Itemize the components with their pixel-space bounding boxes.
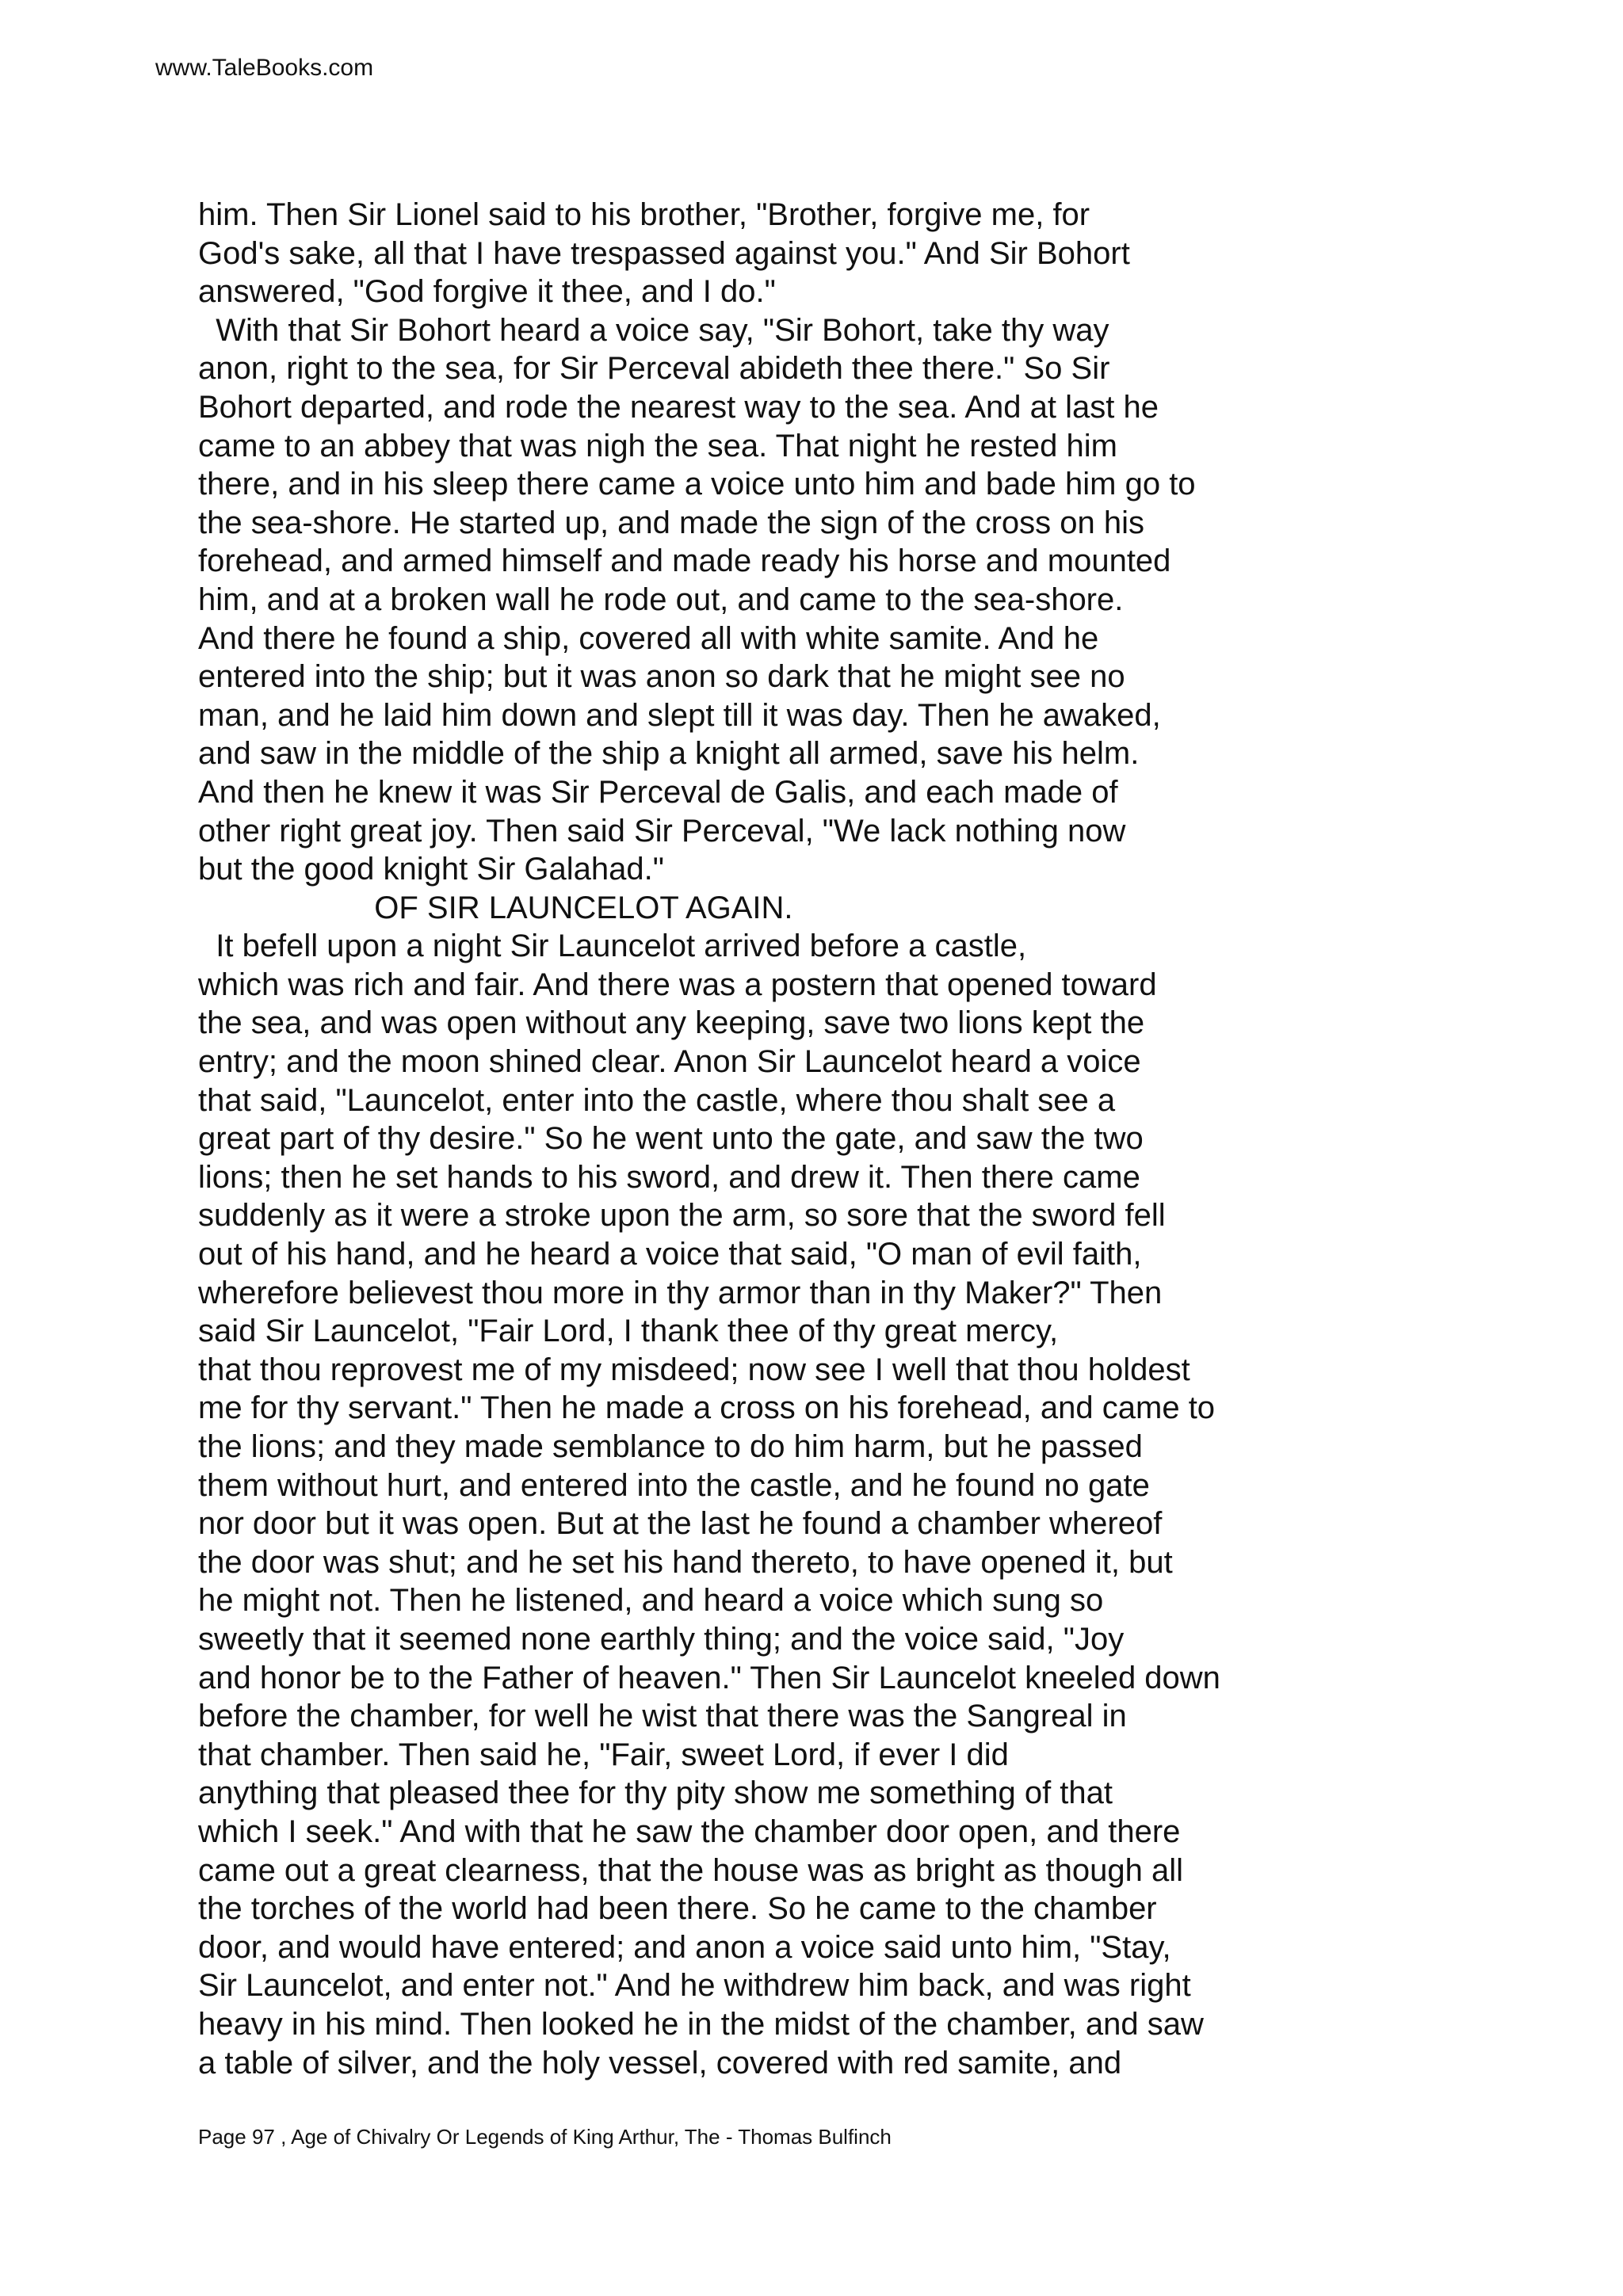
- text-line: suddenly as it were a stroke upon the arm, so sore that the sword fell: [198, 1198, 1166, 1234]
- text-line: heavy in his mind. Then looked he in the midst of the chamber, and saw: [198, 2006, 1204, 2042]
- text-line: God's sake, all that I have trespassed against you." And Sir Bohort: [198, 235, 1130, 271]
- text-line: And then he knew it was Sir Perceval de Galis, and each made of: [198, 774, 1118, 810]
- text-line: answered, "God forgive it thee, and I do.": [198, 274, 776, 310]
- text-line: which I seek." And with that he saw the chamber door open, and there: [198, 1814, 1181, 1849]
- text-line: forehead, and armed himself and made ready his horse and mounted: [198, 543, 1171, 579]
- text-line: but the good knight Sir Galahad.": [198, 852, 664, 887]
- text-line: and saw in the middle of the ship a knight all armed, save his helm.: [198, 736, 1140, 772]
- text-line: which was rich and fair. And there was a postern that opened toward: [198, 967, 1157, 1002]
- text-line: the torches of the world had been there. So he came to the chamber: [198, 1891, 1157, 1927]
- text-line: came out a great clearness, that the house was as bright as though all: [198, 1852, 1183, 1888]
- text-line: lions; then he set hands to his sword, and drew it. Then there came: [198, 1159, 1140, 1195]
- text-line: And there he found a ship, covered all with white samite. And he: [198, 620, 1099, 656]
- text-line: door, and would have entered; and anon a voice said unto him, "Stay,: [198, 1929, 1171, 1965]
- text-line: nor door but it was open. But at the last he found a chamber whereof: [198, 1506, 1163, 1542]
- page-footer: Page 97 , Age of Chivalry Or Legends of King Arthur, The - Thomas Bulfinch: [198, 2125, 892, 2149]
- text-line: me for thy servant." Then he made a cross on his forehead, and came to: [198, 1390, 1216, 1426]
- text-line: the sea-shore. He started up, and made the sign of the cross on his: [198, 505, 1145, 540]
- text-line: them without hurt, and entered into the castle, and he found no gate: [198, 1467, 1150, 1503]
- text-line: sweetly that it seemed none earthly thing; and the voice said, "Joy: [198, 1621, 1125, 1657]
- text-line: other right great joy. Then said Sir Perceval, "We lack nothing now: [198, 813, 1126, 849]
- text-line: the door was shut; and he set his hand thereto, to have opened it, but: [198, 1544, 1173, 1580]
- text-line: wherefore believest thou more in thy armor than in thy Maker?" Then: [198, 1275, 1163, 1310]
- text-line: man, and he laid him down and slept till it was day. Then he awaked,: [198, 697, 1161, 733]
- text-line: there, and in his sleep there came a voice unto him and bade him go to: [198, 467, 1196, 502]
- text-line: he might not. Then he listened, and heard a voice which sung so: [198, 1583, 1104, 1619]
- text-line: the lions; and they made semblance to do him harm, but he passed: [198, 1429, 1143, 1464]
- text-line: great part of thy desire." So he went unto the gate, and saw the two: [198, 1121, 1144, 1157]
- text-line: him, and at a broken wall he rode out, and came to the sea-shore.: [198, 582, 1124, 617]
- site-header: www.TaleBooks.com: [155, 55, 374, 81]
- page-body: [198, 196, 1545, 2082]
- text-line: Bohort departed, and rode the nearest way to the sea. And at last he: [198, 389, 1159, 425]
- text-line: out of his hand, and he heard a voice that said, "O man of evil faith,: [198, 1237, 1142, 1272]
- text-line: Sir Launcelot, and enter not." And he withdrew him back, and was right: [198, 1968, 1191, 2004]
- text-line: entry; and the moon shined clear. Anon Sir Launcelot heard a voice: [198, 1044, 1141, 1080]
- text-line: It befell upon a night Sir Launcelot arrived before a castle,: [198, 929, 1027, 964]
- section-heading: OF SIR LAUNCELOT AGAIN.: [198, 890, 793, 925]
- text-line: anything that pleased thee for thy pity show me something of that: [198, 1775, 1113, 1811]
- text-line: him. Then Sir Lionel said to his brother, "Brother, forgive me, for: [198, 197, 1090, 232]
- text-line: and honor be to the Father of heaven." Then Sir Launcelot kneeled down: [198, 1660, 1220, 1695]
- text-line: said Sir Launcelot, "Fair Lord, I thank thee of thy great mercy,: [198, 1314, 1059, 1349]
- text-line: that thou reprovest me of my misdeed; now see I well that thou holdest: [198, 1352, 1190, 1387]
- text-line: that chamber. Then said he, "Fair, sweet Lord, if ever I did: [198, 1737, 1009, 1772]
- text-line: a table of silver, and the holy vessel, covered with red samite, and: [198, 2045, 1122, 2081]
- text-line: anon, right to the sea, for Sir Perceval abideth thee there." So Sir: [198, 351, 1110, 387]
- text-line: came to an abbey that was nigh the sea. That night he rested him: [198, 428, 1117, 463]
- text-line: before the chamber, for well he wist that there was the Sangreal in: [198, 1699, 1127, 1734]
- text-line: entered into the ship; but it was anon so dark that he might see no: [198, 659, 1125, 695]
- text-line: the sea, and was open without any keeping, save two lions kept the: [198, 1005, 1145, 1041]
- text-line: With that Sir Bohort heard a voice say, "Sir Bohort, take thy way: [198, 312, 1109, 348]
- text-line: that said, "Launcelot, enter into the castle, where thou shalt see a: [198, 1082, 1116, 1118]
